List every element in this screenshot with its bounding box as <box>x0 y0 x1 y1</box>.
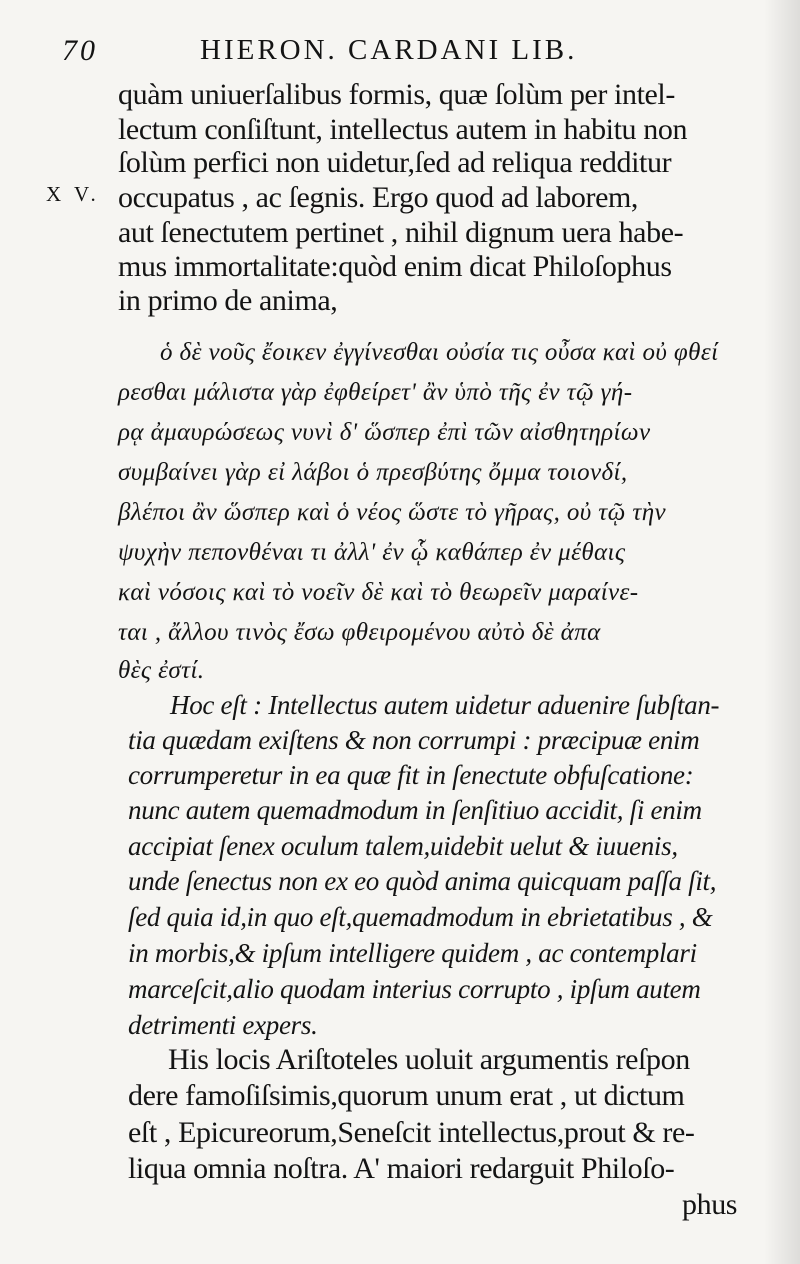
greek-line: ται , ἄλλου τινὸς ἔσω φθειρομένου αὐτὸ δὲ ἀπα <box>118 619 601 646</box>
greek-line: καὶ νόσοις καὶ τὸ νοεῖν δὲ καὶ τὸ θεωρεῖν μαραίνε- <box>118 579 639 606</box>
greek-line: ρεσθαι μάλιστα γὰρ ἐφθείρετ' ἂν ὑπὸ τῆς ἐν τῷ γή- <box>118 379 633 406</box>
text-line: dere famoſiſsimis,quorum unum erat , ut dictum <box>128 1079 685 1112</box>
italic-line: tia quædam exiſtens & non corrumpi : præcipuæ enim <box>128 725 700 755</box>
text-line: quàm uniuerſalibus formis, quæ ſolùm per intel- <box>118 78 675 111</box>
margin-note: X V. <box>46 182 100 206</box>
greek-line: ὁ δὲ νοῦς ἔοικεν ἐγγίνεσθαι οὐσία τις οὖσα καὶ οὐ φθεί <box>160 339 719 366</box>
text-line: lectum conſiſtunt, intellectus autem in habitu non <box>118 113 688 146</box>
text-line: occupatus , ac ſegnis. Ergo quod ad laborem, <box>118 181 639 214</box>
text-line: His locis Ariſtoteles uoluit argumentis reſpon <box>168 1043 690 1076</box>
page-edge-shadow <box>764 0 800 1264</box>
greek-line: θὲς ἐστί. <box>118 657 205 684</box>
italic-line: detrimenti expers. <box>128 1010 318 1040</box>
italic-line: nunc autem quemadmodum in ſenſitiuo accidit, ſi enim <box>128 795 702 825</box>
text-line: phus <box>682 1188 738 1221</box>
greek-line: ρᾳ ἀμαυρώσεως νυνὶ δ' ὥσπερ ἐπὶ τῶν αἰσθητηρίων <box>118 419 651 446</box>
text-line: ſolùm perfici non uidetur,ſed ad reliqua redditur <box>118 146 672 179</box>
italic-line: in morbis,& ipſum intelligere quidem , ac contemplari <box>128 938 697 968</box>
greek-line: βλέποι ἂν ὥσπερ καὶ ὁ νέος ὥστε τὸ γῆρας, οὐ τῷ τὴν <box>118 499 666 526</box>
text-line: aut ſenectutem pertinet , nihil dignum uera habe- <box>118 216 684 249</box>
text-line: mus immortalitate:quòd enim dicat Philoſophus <box>118 250 672 283</box>
page-header <box>62 30 742 74</box>
greek-line: ψυχὴν πεπονθέναι τι ἀλλ' ἐν ᾧ καθάπερ ἐν μέθαις <box>118 539 626 566</box>
text-line: in primo de anima, <box>118 284 338 317</box>
italic-line: unde ſenectus non ex eo quòd anima quicquam paſſa ſit, <box>128 866 717 896</box>
text-line: eſt , Epicureorum,Seneſcit intellectus,prout & re- <box>128 1116 695 1149</box>
running-head: HIERON. CARDANI LIB. <box>200 34 578 66</box>
italic-line: ſed quia id,in quo eſt,quemadmodum in ebrietatibus , & <box>128 902 713 932</box>
page-number: 70 <box>62 34 98 67</box>
italic-line: corrumperetur in ea quæ fit in ſenectute obfuſcatione: <box>128 760 694 790</box>
greek-line: συμβαίνει γὰρ εἰ λάβοι ὁ πρεσβύτης ὄμμα τοιονδί, <box>118 459 628 486</box>
italic-line: Hoc eſt : Intellectus autem uidetur aduenire ſubſtan- <box>170 690 720 720</box>
italic-line: accipiat ſenex oculum talem,uidebit uelut & iuuenis, <box>128 831 678 861</box>
italic-line: marceſcit,alio quodam interius corrupto , ipſum autem <box>128 974 701 1004</box>
text-line: liqua omnia noſtra. A' maiori redarguit Philoſo- <box>128 1152 675 1185</box>
